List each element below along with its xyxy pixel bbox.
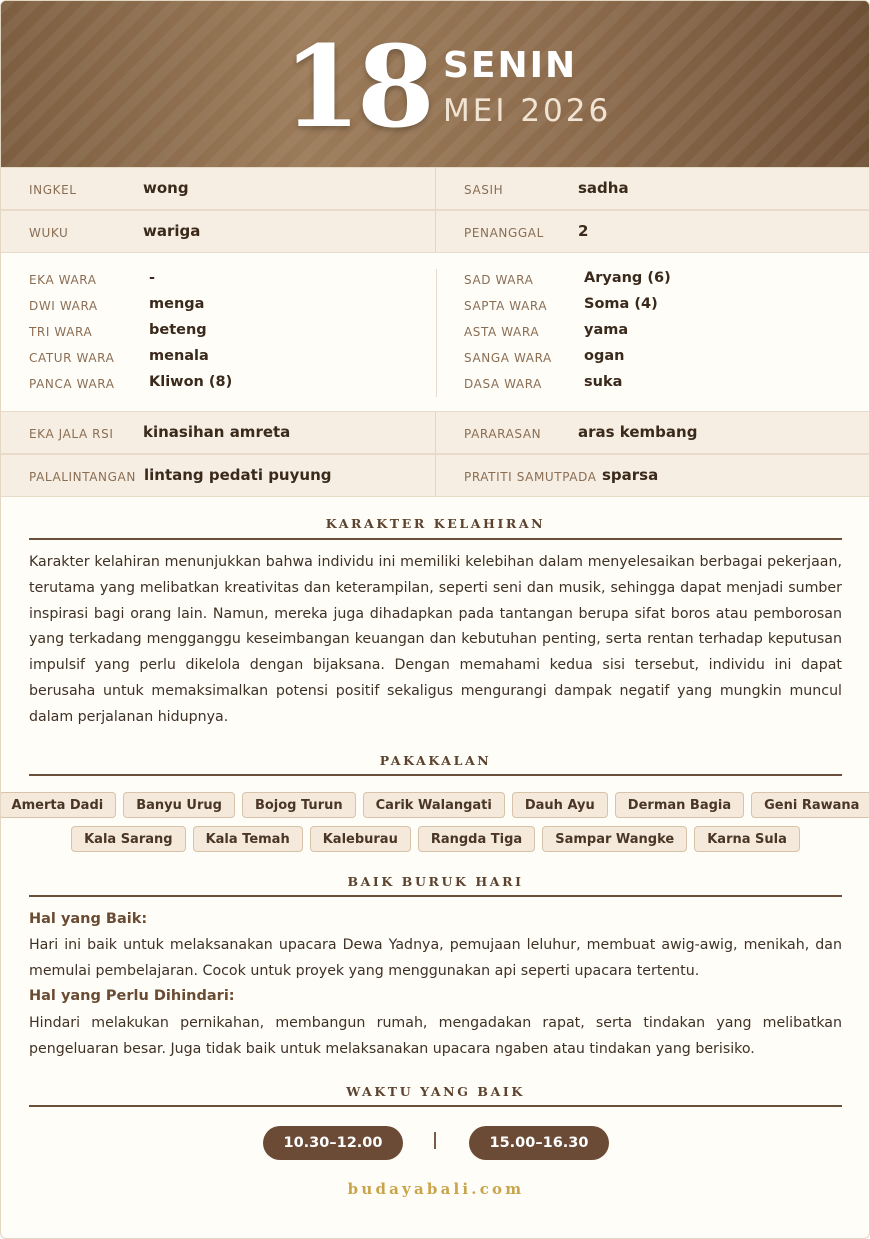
good-text: Hari ini baik untuk melaksanakan upacara Dewa Yadnya, pemujaan leluhur, membuat awig-awig, menikah, dan memulai pembelajaran. Cocok untuk proyek yang menggunakan api seperti upacara tertentu. [29,937,842,979]
footer-site: budayabali.com [347,1180,525,1198]
wuku-cell [1,211,436,252]
pakakalan-tag: Karna Sula [694,826,800,852]
ingkel-label: INGKEL [29,183,77,197]
pratiti-value: sparsa [602,466,659,484]
day-name: SENIN [443,45,578,86]
wara-value: Soma (4) [584,296,658,312]
wara-value: beteng [149,322,207,338]
pakakalan-rule [29,774,842,776]
info-row-ingkel-sasih [1,167,870,210]
time-slot-2: 15.00–16.30 [469,1126,609,1160]
waktu-rule [29,1105,842,1107]
pararasan-cell [436,412,870,453]
wara-label: DASA WARA [464,377,542,391]
wara-value: suka [584,374,623,390]
time-separator [434,1132,436,1149]
time-slot-1: 10.30–12.00 [263,1126,403,1160]
sasih-value: sadha [578,179,629,197]
wara-label: TRI WARA [29,325,93,339]
pakakalan-tag: Geni Rawana [751,792,870,818]
palalintangan-value: lintang pedati puyung [144,466,332,484]
pakakalan-tag: Derman Bagia [615,792,744,818]
pratiti-label: PRATITI SAMUTPADA [464,470,597,484]
eka-jala-rsi-label: EKA JALA RSI [29,427,114,441]
pararasan-label: PARARASAN [464,427,542,441]
pakakalan-tag: Dauh Ayu [512,792,608,818]
eka-jala-rsi-cell [1,412,436,453]
pakakalan-tag: Banyu Urug [123,792,235,818]
palalintangan-cell [1,455,436,496]
penanggal-value: 2 [578,222,589,240]
pratiti-cell [436,455,870,496]
wara-value: Kliwon (8) [149,374,233,390]
wara-label: SAD WARA [464,273,534,287]
pakakalan-tag: Bojog Turun [242,792,356,818]
wara-value: Aryang (6) [584,270,671,286]
pakakalan-tag: Sampar Wangke [542,826,687,852]
wara-label: SAPTA WARA [464,299,548,313]
waktu-title: WAKTU YANG BAIK [346,1084,525,1099]
sasih-label: SASIH [464,183,504,197]
tag-row [29,826,842,852]
pakakalan-tag: Kaleburau [310,826,411,852]
wara-label: EKA WARA [29,273,97,287]
wara-label: SANGA WARA [464,351,552,365]
pakakalan-tag: Carik Walangati [363,792,505,818]
day-number: 18 [283,22,431,153]
wuku-value: wariga [143,222,201,240]
wuku-label: WUKU [29,226,69,240]
wara-value: ogan [584,348,625,364]
info-row-wuku-penanggal [1,210,870,253]
palalintangan-label: PALALINTANGAN [29,470,136,484]
date-header [1,1,870,167]
karakter-title: KARAKTER KELAHIRAN [325,516,546,531]
ingkel-value: wong [143,179,189,197]
month-year: MEI 2026 [443,93,612,129]
wara-divider [436,269,437,397]
penanggal-cell [436,211,870,252]
wara-value: - [149,270,156,286]
tag-row [11,792,860,818]
wara-value: menala [149,348,209,364]
avoid-text: Hindari melakukan pernikahan, membangun rumah, mengadakan rapat, serta tindakan yang melibatkan pengeluaran besar. Juga tidak baik untuk melaksanakan upacara ngaben atau tindakan yang berisiko. [29,1015,842,1057]
pakakalan-tag: Amerta Dadi [0,792,116,818]
pakakalan-tags [11,792,860,860]
wara-block [1,253,870,411]
avoid-heading: Hal yang Perlu Dihindari: [29,988,235,1004]
wara-value: menga [149,296,205,312]
pararasan-value: aras kembang [578,423,698,441]
wara-label: DWI WARA [29,299,98,313]
sasih-cell [436,168,870,209]
baik-buruk-title: BAIK BURUK HARI [347,874,524,889]
good-heading: Hal yang Baik: [29,911,148,927]
penanggal-label: PENANGGAL [464,226,544,240]
baik-buruk-rule [29,895,842,897]
karakter-text: Karakter kelahiran menunjukkan bahwa individu ini memiliki kelebihan dalam menyelesaikan berbagai pekerjaan, terutama yang melibatkan kreativitas dan keterampilan, seperti seni dan musik, sehingga dapat menjadi sumber inspirasi bagi orang lain. Namun, mereka juga dihadapkan pada tantangan berupa sifat boros atau pemborosan yang terkadang mengganggu keseimbangan keuangan dan kebutuhan penting, serta rentan terhadap keputusan impulsif yang perlu dikelola dengan bijaksana. Dengan memahami kedua sisi tersebut, individu ini dapat berusaha untuk memaksimalkan potensi positif sekaligus mengurangi dampak negatif yang mungkin muncul dalam perjalanan hidupnya. [29,554,842,725]
pakakalan-title: PAKAKALAN [379,753,492,768]
pakakalan-tag: Kala Sarang [71,826,185,852]
karakter-rule [29,538,842,540]
ingkel-cell [1,168,436,209]
pakakalan-tag: Kala Temah [193,826,303,852]
info-row-ekajalarsi-pararasan [1,411,870,454]
wara-value: yama [584,322,629,338]
info-row-palalintangan-pratiti [1,454,870,497]
pakakalan-tag: Rangda Tiga [418,826,535,852]
wara-label: ASTA WARA [464,325,540,339]
wara-label: CATUR WARA [29,351,115,365]
eka-jala-rsi-value: kinasihan amreta [143,423,291,441]
wara-label: PANCA WARA [29,377,115,391]
